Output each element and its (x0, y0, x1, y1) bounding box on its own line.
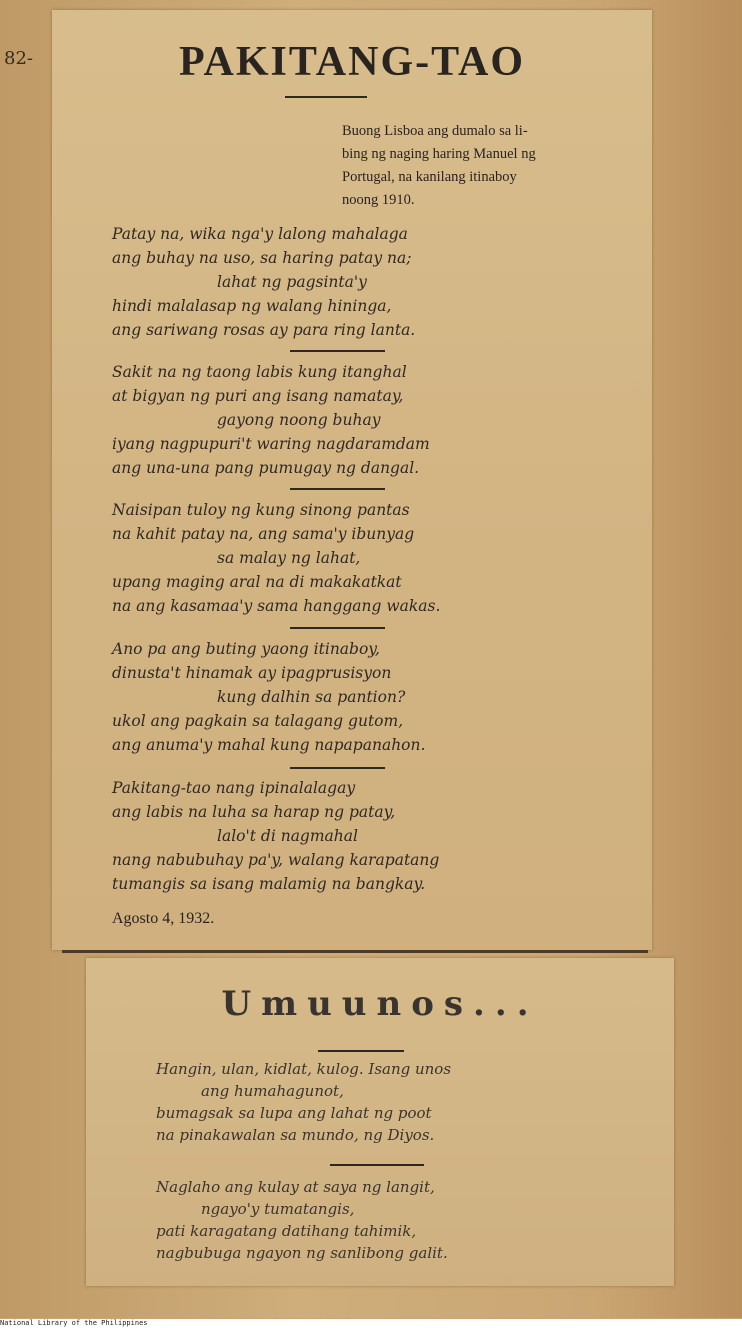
verse-line: na pinakawalan sa mundo, ng Diyos. (156, 1126, 435, 1144)
clipping-divider (62, 950, 648, 953)
verse-line: na kahit patay na, ang sama'y ibunyag (112, 525, 415, 543)
verse-line: Patay na, wika nga'y lalong mahalaga (112, 225, 408, 243)
stanza-2 (156, 1176, 636, 1264)
archive-credit: National Library of the Philippines (0, 1319, 742, 1328)
verse-line: ukol ang pagkain sa talagang gutom, (112, 712, 404, 730)
verse-line: ngayo'y tumatangis, (201, 1200, 355, 1218)
stanza-2 (112, 360, 632, 480)
verse-line: upang maging aral na di makakatkat (112, 573, 402, 591)
stanza-5 (112, 776, 632, 896)
verse-line: nagbubuga ngayon ng sanlibong galit. (156, 1244, 448, 1262)
epigraph-line: bing ng naging haring Manuel ng (342, 146, 536, 162)
poem-title: PAKITANG-TAO (179, 39, 525, 85)
verse-line: gayong noong buhay (217, 411, 381, 429)
poem-date: Agosto 4, 1932. (112, 910, 215, 927)
verse-line: ang anuma'y mahal kung napapanahon. (112, 736, 426, 754)
verse-line: ang buhay na uso, sa haring patay na; (112, 249, 412, 267)
verse-line: sa malay ng lahat, (217, 549, 361, 567)
stanza-rule (290, 350, 385, 352)
verse-line: iyang nagpupuri't waring nagdaramdam (112, 435, 430, 453)
verse-line: hindi malalasap ng walang hininga, (112, 297, 392, 315)
title-rule (285, 96, 367, 98)
verse-line: nang nabubuhay pa'y, walang karapatang (112, 851, 440, 869)
stanza-4 (112, 637, 632, 757)
verse-line: kung dalhin sa pantion? (217, 688, 406, 706)
verse-line: ang labis na luha sa harap ng patay, (112, 803, 396, 821)
stanza-rule (330, 1164, 424, 1166)
verse-line: lalo't di nagmahal (217, 827, 358, 845)
stanza-rule (290, 767, 385, 769)
verse-line: at bigyan ng puri ang isang namatay, (112, 387, 404, 405)
stanza-1 (112, 222, 632, 342)
verse-line: Naglaho ang kulay at saya ng langit, (156, 1178, 435, 1196)
verse-line: ang una-una pang pumugay ng dangal. (112, 459, 420, 477)
page-number: 82- (4, 48, 33, 69)
title-rule (318, 1050, 404, 1052)
verse-line: pati karagatang datihang tahimik, (156, 1222, 417, 1240)
stanza-1 (156, 1058, 636, 1146)
verse-line: tumangis sa isang malamig na bangkay. (112, 875, 426, 893)
verse-line: Sakit na ng taong labis kung itanghal (112, 363, 407, 381)
verse-line: bumagsak sa lupa ang lahat ng poot (156, 1104, 432, 1122)
stanza-rule (290, 488, 385, 490)
epigraph-line: Buong Lisboa ang dumalo sa li- (342, 123, 528, 139)
verse-line: Pakitang-tao nang ipinalalagay (112, 779, 356, 797)
poem-title: Umuunos... (221, 984, 539, 1024)
epigraph-line: noong 1910. (342, 192, 415, 208)
verse-line: Ano pa ang buting yaong itinaboy, (112, 640, 380, 658)
verse-line: ang humahagunot, (201, 1082, 344, 1100)
clipping-umuunos (86, 958, 674, 1286)
verse-line: dinusta't hinamak ay ipagprusisyon (112, 664, 392, 682)
verse-line: ang sariwang rosas ay para ring lanta. (112, 321, 416, 339)
verse-line: na ang kasamaa'y sama hanggang wakas. (112, 597, 441, 615)
verse-line: Naisipan tuloy ng kung sinong pantas (112, 501, 410, 519)
stanza-3 (112, 498, 632, 618)
epigraph-line: Portugal, na kanilang itinaboy (342, 169, 517, 185)
clipping-pakitang-tao (52, 10, 652, 950)
verse-line: lahat ng pagsinta'y (217, 273, 367, 291)
verse-line: Hangin, ulan, kidlat, kulog. Isang unos (156, 1060, 452, 1078)
epigraph (342, 120, 642, 212)
stanza-rule (290, 627, 385, 629)
